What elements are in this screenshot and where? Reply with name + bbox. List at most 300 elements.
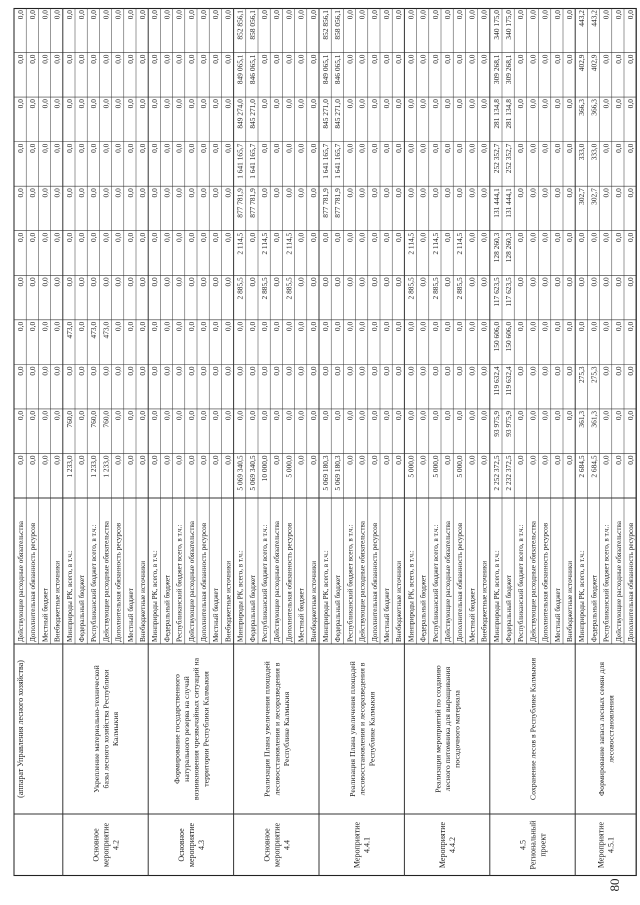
row-label: 4.2	[111, 840, 121, 850]
value-cell: 0,0	[626, 455, 635, 465]
value-cell: 0,0	[528, 188, 538, 198]
value-cell: 0,0	[382, 99, 391, 109]
value-cell: 0,0	[125, 455, 135, 465]
value-cell: 0,0	[174, 188, 184, 198]
value-cell: 0,0	[296, 366, 306, 376]
row-name: лесовосстановления и лесоразведения в	[272, 662, 282, 796]
value-cell: 0,0	[40, 143, 50, 153]
value-cell: 0,0	[272, 232, 282, 242]
value-cell: 275,3	[589, 366, 599, 384]
value-cell: 0,0	[528, 232, 538, 242]
value-cell: 0,0	[394, 99, 404, 109]
row-label: Мероприятие	[438, 821, 448, 869]
value-cell: 0,0	[601, 321, 611, 332]
value-cell: 0,0	[223, 366, 233, 376]
value-cell: 0,0	[28, 410, 38, 421]
value-cell: 0,0	[272, 188, 282, 198]
value-cell: 0,0	[418, 455, 428, 465]
source-label: Минприроды РК, всего, в т.ч.:	[578, 550, 587, 642]
value-cell: 0,0	[113, 410, 123, 421]
value-cell: 0,0	[174, 99, 184, 109]
value-cell: 0,0	[125, 143, 135, 153]
value-cell: 0,0	[162, 321, 172, 332]
value-cell: 0,0	[223, 54, 233, 64]
value-cell: 0,0	[382, 143, 391, 153]
value-cell: 0,0	[308, 277, 318, 287]
source-label: Дополнительная обязанность ресурсов	[114, 522, 123, 642]
source-label: Местный бюджет	[383, 588, 391, 642]
value-cell: 0,0	[626, 410, 635, 421]
value-cell: 0,0	[430, 143, 440, 153]
value-cell: 0,0	[211, 321, 221, 332]
value-cell: 0,0	[443, 277, 452, 287]
value-cell: 0,0	[321, 321, 330, 332]
value-cell: 0,0	[77, 277, 86, 287]
source-label: Федеральный бюджет	[163, 574, 172, 642]
source-label: Федеральный бюджет	[334, 574, 343, 642]
value-cell: 0,0	[626, 188, 635, 198]
value-cell: 0,0	[479, 366, 489, 376]
value-cell: 0,0	[357, 143, 367, 153]
value-cell: 0,0	[540, 455, 550, 465]
value-cell: 0,0	[77, 54, 86, 64]
value-cell: 0,0	[52, 277, 62, 287]
value-cell: 0,0	[467, 10, 477, 20]
value-cell: 10 000,0	[260, 455, 269, 482]
value-cell: 0,0	[260, 321, 269, 332]
value-cell: 0,0	[345, 99, 355, 109]
value-cell: 0,0	[565, 143, 574, 153]
value-cell: 0,0	[528, 277, 538, 287]
value-cell: 0,0	[16, 410, 25, 421]
source-label: Республиканский бюджет всего, в т.ч.:	[261, 524, 269, 642]
value-cell: 0,0	[528, 366, 538, 376]
value-cell: 0,0	[382, 366, 391, 376]
value-cell: 0,0	[613, 143, 623, 153]
value-cell: 0,0	[406, 410, 416, 421]
value-cell: 0,0	[552, 188, 562, 198]
row-name: Республике Калмыкия	[367, 691, 377, 767]
value-cell: 0,0	[138, 10, 147, 20]
value-cell: 0,0	[125, 410, 135, 421]
value-cell: 1 641 165,7	[247, 143, 257, 179]
value-cell: 0,0	[52, 54, 62, 64]
value-cell: 0,0	[540, 321, 550, 332]
value-cell: 0,0	[247, 366, 257, 376]
value-cell: 0,0	[626, 321, 635, 332]
value-cell: 2 114,5	[260, 232, 269, 255]
source-label: Внебюджетные источники	[480, 560, 489, 642]
value-cell: 0,0	[406, 188, 416, 198]
value-cell: 0,0	[394, 455, 404, 465]
value-cell: 0,0	[174, 54, 184, 64]
value-cell: 0,0	[272, 277, 282, 287]
value-cell: 0,0	[113, 10, 123, 20]
value-cell: 0,0	[357, 188, 367, 198]
value-cell: 0,0	[455, 54, 465, 64]
row-name: Формирование государственного	[172, 674, 182, 784]
value-cell: 0,0	[552, 277, 562, 287]
value-cell: 0,0	[77, 10, 86, 20]
value-cell: 0,0	[516, 232, 526, 242]
value-cell: 0,0	[552, 54, 562, 64]
value-cell: 0,0	[418, 99, 428, 109]
value-cell: 0,0	[150, 277, 160, 287]
value-cell: 0,0	[272, 366, 282, 376]
value-cell: 0,0	[357, 410, 367, 421]
value-cell: 0,0	[211, 10, 221, 20]
value-cell: 0,0	[223, 143, 233, 153]
value-cell: 0,0	[552, 99, 562, 109]
value-cell: 0,0	[162, 277, 172, 287]
value-cell: 0,0	[406, 143, 416, 153]
value-cell: 0,0	[626, 232, 635, 242]
value-cell: 0,0	[284, 321, 294, 332]
value-cell: 0,0	[369, 143, 379, 153]
value-cell: 0,0	[223, 99, 233, 109]
value-cell: 0,0	[540, 188, 550, 198]
value-cell: 0,0	[577, 277, 587, 287]
value-cell: 0,0	[308, 455, 318, 465]
value-cell: 0,0	[528, 54, 538, 64]
row-name: Формирование запаса лесных семян для	[596, 662, 606, 796]
value-cell: 0,0	[272, 455, 282, 465]
value-cell: 0,0	[589, 321, 599, 332]
value-cell: 0,0	[406, 366, 416, 376]
value-cell: 0,0	[28, 54, 38, 64]
value-cell: 0,0	[199, 321, 208, 332]
row-name: натурального резерва на случай	[182, 676, 192, 782]
value-cell: 150 606,0	[504, 321, 513, 352]
value-cell: 0,0	[113, 277, 123, 287]
value-cell: 0,0	[540, 232, 550, 242]
scanned-rotated-table-page	[10, 8, 635, 876]
value-cell: 0,0	[430, 10, 440, 20]
source-label: Внебюджетные источники	[53, 560, 62, 642]
value-cell: 0,0	[247, 232, 257, 242]
value-cell: 0,0	[443, 232, 452, 242]
value-cell: 2 232 372,5	[504, 455, 513, 491]
value-cell: 0,0	[418, 321, 428, 332]
value-cell: 849 065,1	[235, 54, 245, 85]
value-cell: 0,0	[296, 455, 306, 465]
value-cell: 0,0	[430, 188, 440, 198]
value-cell: 0,0	[601, 143, 611, 153]
value-cell: 0,0	[235, 321, 245, 332]
value-cell: 0,0	[284, 366, 294, 376]
value-cell: 0,0	[64, 366, 74, 376]
value-cell: 0,0	[211, 410, 221, 421]
value-cell: 0,0	[162, 232, 172, 242]
value-cell: 0,0	[174, 410, 184, 421]
row-label: Региональный	[528, 820, 538, 870]
value-cell: 0,0	[40, 455, 50, 465]
value-cell: 0,0	[150, 188, 160, 198]
value-cell: 0,0	[150, 143, 160, 153]
value-cell: 0,0	[113, 99, 123, 109]
value-cell: 0,0	[64, 10, 74, 20]
value-cell: 302,7	[589, 188, 599, 205]
value-cell: 0,0	[150, 410, 160, 421]
value-cell: 0,0	[199, 232, 208, 242]
value-cell: 0,0	[394, 321, 404, 332]
source-label: Минприроды РК, всего, в т.ч.:	[151, 550, 160, 642]
value-cell: 0,0	[479, 410, 489, 421]
value-cell: 858 056,1	[247, 10, 257, 40]
value-cell: 0,0	[77, 99, 86, 109]
value-cell: 0,0	[40, 277, 50, 287]
source-label: Действующие расходные обязательства	[187, 521, 196, 642]
row-name: территории Республики Калмыкия	[201, 671, 211, 787]
value-cell: 0,0	[382, 321, 391, 332]
value-cell: 93 975,9	[491, 410, 501, 437]
value-cell: 0,0	[162, 188, 172, 198]
value-cell: 333,0	[577, 143, 587, 161]
value-cell: 0,0	[394, 54, 404, 64]
value-cell: 0,0	[443, 455, 452, 465]
value-cell: 0,0	[455, 321, 465, 332]
value-cell: 0,0	[626, 143, 635, 153]
value-cell: 0,0	[138, 232, 147, 242]
value-cell: 0,0	[52, 366, 62, 376]
value-cell: 2 252 372,5	[491, 455, 501, 491]
value-cell: 0,0	[516, 410, 526, 421]
value-cell: 117 623,5	[491, 277, 501, 307]
value-cell: 0,0	[186, 99, 196, 109]
value-cell: 0,0	[345, 321, 355, 332]
value-cell: 0,0	[613, 410, 623, 421]
value-cell: 0,0	[150, 54, 160, 64]
value-cell: 0,0	[528, 99, 538, 109]
value-cell: 0,0	[467, 410, 477, 421]
value-cell: 0,0	[308, 10, 318, 20]
value-cell: 131 444,1	[491, 188, 501, 218]
value-cell: 0,0	[150, 321, 160, 332]
value-cell: 0,0	[28, 232, 38, 242]
value-cell: 0,0	[16, 455, 25, 465]
value-cell: 0,0	[382, 277, 391, 287]
value-cell: 402,9	[589, 54, 599, 72]
value-cell: 0,0	[223, 410, 233, 421]
value-cell: 0,0	[272, 10, 282, 20]
value-cell: 473,0	[101, 321, 111, 339]
source-label: Дополнительная обязанность ресурсов	[285, 522, 294, 642]
value-cell: 0,0	[125, 232, 135, 242]
value-cell: 0,0	[613, 188, 623, 198]
value-cell: 2 684,5	[577, 455, 587, 478]
value-cell: 93 975,9	[504, 410, 513, 437]
value-cell: 0,0	[601, 54, 611, 64]
value-cell: 0,0	[565, 455, 574, 465]
value-cell: 0,0	[479, 232, 489, 242]
value-cell: 0,0	[40, 99, 50, 109]
row-label: мероприятие	[272, 822, 282, 868]
value-cell: 0,0	[16, 321, 25, 332]
value-cell: 0,0	[260, 366, 269, 376]
value-cell: 2 885,5	[260, 277, 269, 300]
value-cell: 0,0	[162, 143, 172, 153]
value-cell: 0,0	[516, 99, 526, 109]
value-cell: 0,0	[296, 188, 306, 198]
value-cell: 0,0	[77, 321, 86, 332]
budget-table	[10, 8, 635, 876]
value-cell: 0,0	[199, 10, 208, 20]
value-cell: 0,0	[284, 410, 294, 421]
value-cell: 0,0	[40, 321, 50, 332]
value-cell: 0,0	[308, 366, 318, 376]
value-cell: 2 114,5	[284, 232, 294, 255]
value-cell: 0,0	[552, 232, 562, 242]
value-cell: 0,0	[430, 99, 440, 109]
value-cell: 0,0	[540, 99, 550, 109]
value-cell: 0,0	[430, 410, 440, 421]
value-cell: 2 885,5	[406, 277, 416, 300]
value-cell: 845 271,0	[247, 99, 257, 129]
value-cell: 0,0	[601, 99, 611, 109]
value-cell: 0,0	[211, 188, 221, 198]
value-cell: 0,0	[89, 54, 99, 64]
value-cell: 0,0	[199, 366, 208, 376]
source-label: Федеральный бюджет	[505, 574, 513, 642]
value-cell: 0,0	[247, 321, 257, 332]
row-label: проект	[538, 833, 548, 857]
value-cell: 0,0	[40, 410, 50, 421]
value-cell: 0,0	[406, 99, 416, 109]
value-cell: 0,0	[308, 54, 318, 64]
value-cell: 0,0	[28, 321, 38, 332]
row-label: 4.4	[282, 840, 292, 850]
value-cell: 0,0	[540, 143, 550, 153]
value-cell: 0,0	[418, 277, 428, 287]
value-cell: 0,0	[565, 10, 574, 20]
value-cell: 852 856,1	[321, 10, 330, 40]
value-cell: 0,0	[150, 455, 160, 465]
row-name: посадочного материала	[452, 690, 462, 768]
value-cell: 0,0	[28, 277, 38, 287]
value-cell: 0,0	[162, 410, 172, 421]
value-cell: 0,0	[247, 410, 257, 421]
source-label: Минприроды РК, всего, в т.ч.:	[65, 550, 74, 642]
value-cell: 0,0	[284, 188, 294, 198]
value-cell: 0,0	[64, 277, 74, 287]
value-cell: 0,0	[296, 143, 306, 153]
source-label: Дополнительная обязанность ресурсов	[370, 522, 379, 642]
value-cell: 0,0	[333, 232, 343, 242]
value-cell: 5 000,0	[284, 455, 294, 478]
value-cell: 0,0	[296, 410, 306, 421]
value-cell: 0,0	[369, 54, 379, 64]
value-cell: 0,0	[16, 232, 25, 242]
value-cell: 0,0	[89, 188, 99, 198]
value-cell: 0,0	[443, 99, 452, 109]
value-cell: 0,0	[308, 99, 318, 109]
value-cell: 0,0	[272, 99, 282, 109]
value-cell: 0,0	[418, 188, 428, 198]
value-cell: 0,0	[125, 321, 135, 332]
source-label: Республиканский бюджет всего, в т.ч.:	[431, 524, 440, 642]
value-cell: 0,0	[516, 277, 526, 287]
value-cell: 0,0	[321, 410, 330, 421]
value-cell: 0,0	[138, 277, 147, 287]
value-cell: 1 233,0	[64, 455, 74, 478]
value-cell: 0,0	[613, 277, 623, 287]
value-cell: 0,0	[52, 321, 62, 332]
value-cell: 0,0	[28, 455, 38, 465]
value-cell: 0,0	[565, 188, 574, 198]
value-cell: 5 000,0	[455, 455, 465, 478]
value-cell: 0,0	[138, 366, 147, 376]
value-cell: 0,0	[394, 188, 404, 198]
value-cell: 340 175,0	[491, 10, 501, 40]
value-cell: 0,0	[235, 366, 245, 376]
value-cell: 0,0	[52, 232, 62, 242]
value-cell: 0,0	[260, 143, 269, 153]
value-cell: 760,0	[64, 410, 74, 428]
value-cell: 0,0	[77, 232, 86, 242]
value-cell: 0,0	[174, 455, 184, 465]
value-cell: 5 000,0	[406, 455, 416, 478]
value-cell: 473,0	[89, 321, 99, 339]
value-cell: 128 260,3	[504, 232, 513, 263]
value-cell: 0,0	[138, 188, 147, 198]
value-cell: 0,0	[345, 410, 355, 421]
value-cell: 0,0	[64, 232, 74, 242]
value-cell: 302,7	[577, 188, 587, 205]
value-cell: 0,0	[455, 366, 465, 376]
value-cell: 0,0	[113, 188, 123, 198]
source-label: Действующие расходные обязательства	[17, 521, 25, 642]
row-note: (аппарат Управления лесного хозяйства)	[16, 660, 26, 798]
value-cell: 0,0	[199, 188, 208, 198]
value-cell: 402,9	[577, 54, 587, 72]
value-cell: 2 885,5	[430, 277, 440, 300]
value-cell: 0,0	[150, 10, 160, 20]
value-cell: 0,0	[296, 99, 306, 109]
value-cell: 0,0	[296, 10, 306, 20]
value-cell: 0,0	[626, 10, 635, 20]
row-label: Мероприятие	[352, 821, 362, 869]
value-cell: 0,0	[467, 143, 477, 153]
source-label: Внебюджетные источники	[566, 560, 574, 642]
value-cell: 5 000,0	[430, 455, 440, 478]
value-cell: 0,0	[162, 366, 172, 376]
row-label: 4.5	[518, 840, 528, 850]
value-cell: 0,0	[101, 232, 111, 242]
value-cell: 0,0	[479, 321, 489, 332]
value-cell: 0,0	[186, 366, 196, 376]
value-cell: 340 175,0	[504, 10, 513, 40]
value-cell: 0,0	[162, 54, 172, 64]
value-cell: 0,0	[138, 321, 147, 332]
value-cell: 877 781,9	[235, 188, 245, 218]
value-cell: 0,0	[601, 366, 611, 376]
value-cell: 0,0	[369, 455, 379, 465]
source-label: Республиканский бюджет всего, в т.ч.:	[346, 524, 355, 642]
value-cell: 0,0	[540, 410, 550, 421]
value-cell: 0,0	[382, 455, 391, 465]
value-cell: 1 233,0	[89, 455, 99, 478]
value-cell: 0,0	[125, 99, 135, 109]
value-cell: 0,0	[406, 54, 416, 64]
value-cell: 366,3	[589, 99, 599, 116]
value-cell: 0,0	[125, 366, 135, 376]
value-cell: 0,0	[28, 99, 38, 109]
value-cell: 0,0	[223, 455, 233, 465]
value-cell: 0,0	[186, 54, 196, 64]
value-cell: 0,0	[552, 10, 562, 20]
value-cell: 0,0	[16, 143, 25, 153]
source-label: Действующие расходные обязательства	[102, 521, 111, 642]
